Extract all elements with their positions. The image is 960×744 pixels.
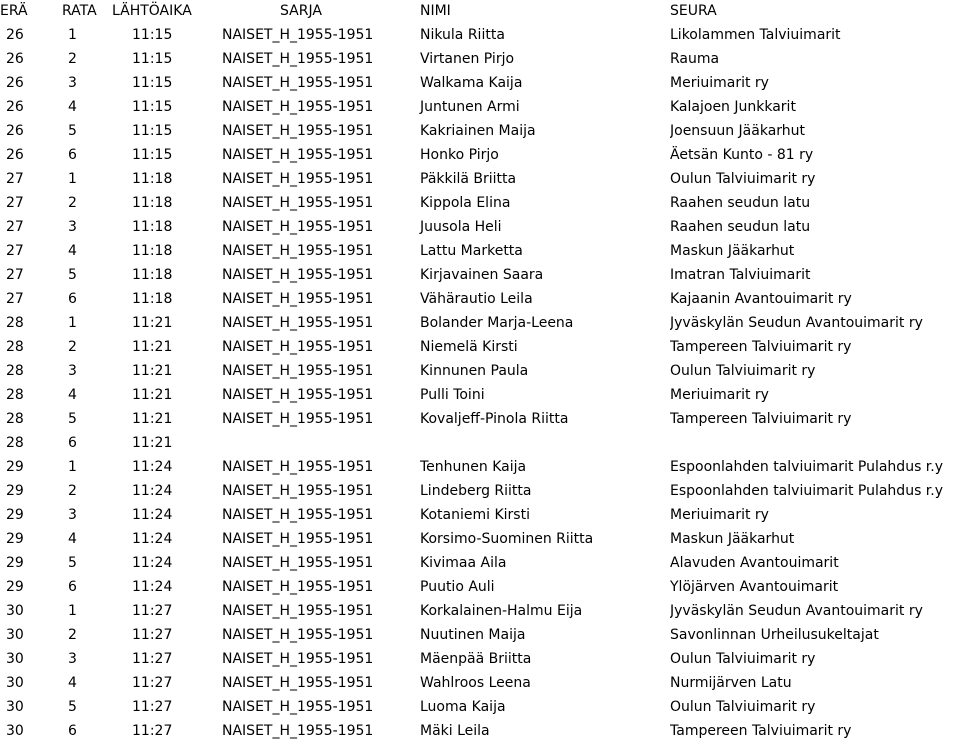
cell-sarja: NAISET_H_1955-1951 [222, 603, 374, 619]
table-row [0, 167, 960, 191]
cell-era: 26 [6, 147, 24, 163]
cell-rata: 1 [68, 171, 77, 187]
cell-era: 26 [6, 123, 24, 139]
cell-sarja: NAISET_H_1955-1951 [222, 723, 374, 739]
cell-era: 29 [6, 483, 24, 499]
table-row [0, 575, 960, 599]
cell-sarja: NAISET_H_1955-1951 [222, 531, 374, 547]
cell-seura: Raahen seudun latu [670, 219, 811, 235]
cell-sarja: NAISET_H_1955-1951 [222, 27, 374, 43]
cell-rata: 6 [68, 147, 77, 163]
cell-era: 27 [6, 243, 24, 259]
cell-sarja: NAISET_H_1955-1951 [222, 243, 374, 259]
table-body [0, 23, 960, 743]
cell-sarja: NAISET_H_1955-1951 [222, 411, 374, 427]
cell-era: 26 [6, 51, 24, 67]
cell-era: 30 [6, 675, 24, 691]
cell-sarja: NAISET_H_1955-1951 [222, 555, 374, 571]
cell-era: 27 [6, 219, 24, 235]
cell-nimi: Päkkilä Briitta [420, 171, 517, 187]
cell-era: 29 [6, 579, 24, 595]
cell-rata: 6 [68, 723, 77, 739]
cell-sarja: NAISET_H_1955-1951 [222, 507, 374, 523]
cell-sarja: NAISET_H_1955-1951 [222, 123, 374, 139]
cell-sarja: NAISET_H_1955-1951 [222, 171, 374, 187]
cell-era: 26 [6, 99, 24, 115]
cell-era: 26 [6, 75, 24, 91]
cell-nimi: Kivimaa Aila [420, 555, 507, 571]
table-row [0, 191, 960, 215]
cell-nimi: Mäki Leila [420, 723, 490, 739]
cell-lahtoaika: 11:24 [132, 459, 173, 475]
cell-lahtoaika: 11:27 [132, 651, 173, 667]
cell-sarja: NAISET_H_1955-1951 [222, 579, 374, 595]
cell-era: 26 [6, 27, 24, 43]
cell-sarja: NAISET_H_1955-1951 [222, 651, 374, 667]
table-row [0, 599, 960, 623]
cell-sarja: NAISET_H_1955-1951 [222, 147, 374, 163]
cell-rata: 1 [68, 315, 77, 331]
cell-seura: Meriuimarit ry [670, 507, 769, 523]
cell-nimi: Kotaniemi Kirsti [420, 507, 530, 523]
cell-rata: 2 [68, 195, 77, 211]
cell-sarja: NAISET_H_1955-1951 [222, 195, 374, 211]
cell-seura: Oulun Talviuimarit ry [670, 699, 816, 715]
cell-lahtoaika: 11:15 [132, 147, 173, 163]
table-row [0, 695, 960, 719]
cell-rata: 5 [68, 699, 77, 715]
cell-rata: 1 [68, 603, 77, 619]
cell-lahtoaika: 11:27 [132, 627, 173, 643]
table-row [0, 287, 960, 311]
cell-era: 28 [6, 435, 24, 451]
cell-sarja: NAISET_H_1955-1951 [222, 219, 374, 235]
cell-seura: Meriuimarit ry [670, 387, 769, 403]
cell-seura: Espoonlahden talviuimarit Pulahdus r.y [670, 459, 944, 475]
table-row [0, 359, 960, 383]
cell-nimi: Kippola Elina [420, 195, 511, 211]
header-sarja: SARJA [280, 3, 322, 19]
cell-rata: 1 [68, 459, 77, 475]
cell-nimi: Mäenpää Briitta [420, 651, 532, 667]
cell-seura: Alavuden Avantouimarit [670, 555, 839, 571]
cell-seura: Joensuun Jääkarhut [670, 123, 806, 139]
cell-nimi: Tenhunen Kaija [420, 459, 527, 475]
header-seura: SEURA [670, 3, 717, 19]
cell-rata: 5 [68, 411, 77, 427]
cell-nimi: Bolander Marja-Leena [420, 315, 574, 331]
cell-seura: Oulun Talviuimarit ry [670, 363, 816, 379]
cell-rata: 3 [68, 219, 77, 235]
cell-seura: Kalajoen Junkkarit [670, 99, 796, 115]
cell-era: 27 [6, 171, 24, 187]
table-row [0, 479, 960, 503]
cell-seura: Kajaanin Avantouimarit ry [670, 291, 852, 307]
cell-lahtoaika: 11:27 [132, 603, 173, 619]
cell-rata: 4 [68, 675, 77, 691]
cell-rata: 4 [68, 531, 77, 547]
header-rata: RATA [62, 3, 97, 19]
cell-rata: 6 [68, 579, 77, 595]
cell-nimi: Pulli Toini [420, 387, 485, 403]
cell-lahtoaika: 11:27 [132, 723, 173, 739]
cell-nimi: Nuutinen Maija [420, 627, 526, 643]
cell-lahtoaika: 11:24 [132, 483, 173, 499]
table-row [0, 119, 960, 143]
cell-lahtoaika: 11:15 [132, 75, 173, 91]
header-row [0, 0, 960, 23]
cell-nimi: Kinnunen Paula [420, 363, 529, 379]
cell-rata: 2 [68, 339, 77, 355]
cell-seura: Espoonlahden talviuimarit Pulahdus r.y [670, 483, 944, 499]
cell-lahtoaika: 11:24 [132, 507, 173, 523]
table-row [0, 47, 960, 71]
cell-seura: Maskun Jääkarhut [670, 531, 795, 547]
table-row [0, 311, 960, 335]
cell-lahtoaika: 11:21 [132, 315, 173, 331]
cell-seura: Tampereen Talviuimarit ry [670, 411, 852, 427]
cell-seura: Nurmijärven Latu [670, 675, 792, 691]
cell-rata: 5 [68, 267, 77, 283]
cell-lahtoaika: 11:18 [132, 267, 173, 283]
cell-seura: Savonlinnan Urheilusukeltajat [670, 627, 879, 643]
cell-nimi: Lattu Marketta [420, 243, 523, 259]
table-row [0, 527, 960, 551]
cell-nimi: Walkama Kaija [420, 75, 523, 91]
table-row [0, 407, 960, 431]
table-row [0, 335, 960, 359]
cell-nimi: Kakriainen Maija [420, 123, 536, 139]
cell-lahtoaika: 11:18 [132, 219, 173, 235]
cell-rata: 3 [68, 651, 77, 667]
cell-nimi: Vähärautio Leila [420, 291, 533, 307]
cell-seura: Jyväskylän Seudun Avantouimarit ry [670, 315, 923, 331]
cell-era: 30 [6, 723, 24, 739]
table-row [0, 95, 960, 119]
table-row [0, 431, 960, 455]
cell-era: 29 [6, 531, 24, 547]
cell-sarja: NAISET_H_1955-1951 [222, 291, 374, 307]
cell-lahtoaika: 11:24 [132, 579, 173, 595]
cell-nimi: Korkalainen-Halmu Eija [420, 603, 583, 619]
cell-sarja: NAISET_H_1955-1951 [222, 267, 374, 283]
table-row [0, 143, 960, 167]
cell-seura: Maskun Jääkarhut [670, 243, 795, 259]
cell-nimi: Nikula Riitta [420, 27, 505, 43]
cell-era: 29 [6, 459, 24, 475]
cell-lahtoaika: 11:24 [132, 555, 173, 571]
cell-rata: 5 [68, 123, 77, 139]
cell-era: 30 [6, 651, 24, 667]
cell-rata: 4 [68, 387, 77, 403]
cell-era: 30 [6, 699, 24, 715]
cell-lahtoaika: 11:15 [132, 99, 173, 115]
cell-lahtoaika: 11:18 [132, 243, 173, 259]
table-row [0, 383, 960, 407]
cell-sarja: NAISET_H_1955-1951 [222, 51, 374, 67]
cell-era: 27 [6, 267, 24, 283]
cell-seura: Ylöjärven Avantouimarit [670, 579, 839, 595]
cell-era: 28 [6, 363, 24, 379]
cell-nimi: Juntunen Armi [420, 99, 520, 115]
cell-rata: 6 [68, 435, 77, 451]
cell-nimi: Niemelä Kirsti [420, 339, 518, 355]
table-row [0, 719, 960, 743]
cell-nimi: Virtanen Pirjo [420, 51, 515, 67]
cell-seura: Oulun Talviuimarit ry [670, 171, 816, 187]
cell-rata: 6 [68, 291, 77, 307]
table-row [0, 71, 960, 95]
cell-nimi: Honko Pirjo [420, 147, 499, 163]
cell-lahtoaika: 11:15 [132, 27, 173, 43]
cell-lahtoaika: 11:18 [132, 171, 173, 187]
cell-era: 30 [6, 627, 24, 643]
cell-lahtoaika: 11:21 [132, 387, 173, 403]
cell-sarja: NAISET_H_1955-1951 [222, 459, 374, 475]
cell-lahtoaika: 11:18 [132, 195, 173, 211]
table-row [0, 623, 960, 647]
cell-era: 28 [6, 315, 24, 331]
cell-nimi: Luoma Kaija [420, 699, 506, 715]
cell-era: 30 [6, 603, 24, 619]
cell-lahtoaika: 11:15 [132, 51, 173, 67]
cell-era: 28 [6, 339, 24, 355]
cell-rata: 2 [68, 627, 77, 643]
table-row [0, 215, 960, 239]
cell-seura: Imatran Talviuimarit [670, 267, 811, 283]
cell-sarja: NAISET_H_1955-1951 [222, 75, 374, 91]
cell-sarja: NAISET_H_1955-1951 [222, 699, 374, 715]
cell-seura: Likolammen Talviuimarit [670, 27, 841, 43]
cell-rata: 5 [68, 555, 77, 571]
cell-sarja: NAISET_H_1955-1951 [222, 315, 374, 331]
cell-era: 27 [6, 291, 24, 307]
cell-lahtoaika: 11:24 [132, 531, 173, 547]
header-lahtoaika: LÄHTÖAIKA [112, 3, 192, 19]
header-nimi: NIMI [420, 3, 451, 19]
cell-lahtoaika: 11:21 [132, 339, 173, 355]
cell-nimi [402, 431, 670, 455]
cell-era: 29 [6, 507, 24, 523]
cell-seura: Tampereen Talviuimarit ry [670, 339, 852, 355]
cell-lahtoaika: 11:15 [132, 123, 173, 139]
cell-rata: 3 [68, 363, 77, 379]
cell-sarja: NAISET_H_1955-1951 [222, 627, 374, 643]
cell-sarja: NAISET_H_1955-1951 [222, 675, 374, 691]
cell-seura: Tampereen Talviuimarit ry [670, 723, 852, 739]
cell-lahtoaika: 11:21 [132, 363, 173, 379]
cell-nimi: Juusola Heli [420, 219, 502, 235]
cell-lahtoaika: 11:21 [132, 411, 173, 427]
cell-era: 28 [6, 387, 24, 403]
table-row [0, 239, 960, 263]
cell-sarja: NAISET_H_1955-1951 [222, 483, 374, 499]
cell-era: 29 [6, 555, 24, 571]
cell-seura [670, 431, 960, 455]
cell-seura: Rauma [670, 51, 720, 67]
cell-nimi: Lindeberg Riitta [420, 483, 532, 499]
table-row [0, 647, 960, 671]
table-row [0, 503, 960, 527]
cell-seura: Äetsän Kunto - 81 ry [670, 147, 814, 163]
cell-rata: 4 [68, 99, 77, 115]
cell-nimi: Puutio Auli [420, 579, 495, 595]
cell-sarja [222, 431, 402, 455]
cell-nimi: Kovaljeff-Pinola Riitta [420, 411, 569, 427]
cell-sarja: NAISET_H_1955-1951 [222, 99, 374, 115]
table-row [0, 671, 960, 695]
cell-lahtoaika: 11:21 [132, 435, 173, 451]
cell-rata: 2 [68, 51, 77, 67]
cell-rata: 3 [68, 507, 77, 523]
cell-seura: Raahen seudun latu [670, 195, 811, 211]
table-row [0, 263, 960, 287]
cell-lahtoaika: 11:27 [132, 699, 173, 715]
cell-sarja: NAISET_H_1955-1951 [222, 339, 374, 355]
cell-seura: Oulun Talviuimarit ry [670, 651, 816, 667]
cell-nimi: Kirjavainen Saara [420, 267, 544, 283]
cell-lahtoaika: 11:27 [132, 675, 173, 691]
cell-rata: 2 [68, 483, 77, 499]
cell-seura: Meriuimarit ry [670, 75, 769, 91]
cell-seura: Jyväskylän Seudun Avantouimarit ry [670, 603, 923, 619]
cell-era: 28 [6, 411, 24, 427]
header-era: ERÄ [0, 3, 28, 19]
table-row [0, 23, 960, 47]
table-row [0, 455, 960, 479]
cell-lahtoaika: 11:18 [132, 291, 173, 307]
cell-nimi: Korsimo-Suominen Riitta [420, 531, 594, 547]
cell-rata: 1 [68, 27, 77, 43]
cell-era: 27 [6, 195, 24, 211]
cell-nimi: Wahlroos Leena [420, 675, 531, 691]
cell-sarja: NAISET_H_1955-1951 [222, 363, 374, 379]
cell-rata: 4 [68, 243, 77, 259]
table-row [0, 551, 960, 575]
cell-sarja: NAISET_H_1955-1951 [222, 387, 374, 403]
cell-rata: 3 [68, 75, 77, 91]
